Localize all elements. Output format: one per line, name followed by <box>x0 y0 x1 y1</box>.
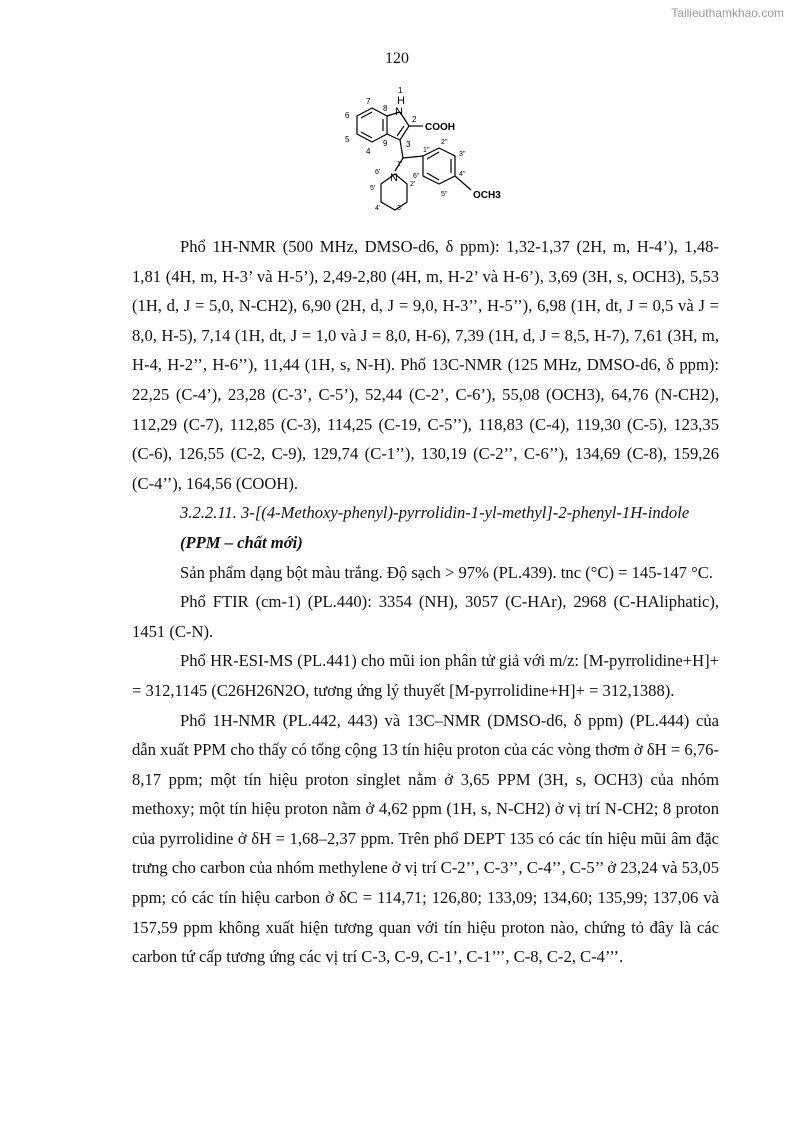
atom-label-8: 8 <box>383 104 388 113</box>
atom-label-7: 7 <box>366 97 371 106</box>
watermark: Tailieuthamkhao.com <box>671 6 784 20</box>
atom-label-2pp: 2'' <box>441 139 448 146</box>
atom-label-5pp: 5'' <box>441 191 448 198</box>
atom-label-2p: 2' <box>410 181 416 188</box>
document-body <box>132 232 719 972</box>
atom-label-9: 9 <box>383 139 388 148</box>
atom-label-4: 4 <box>366 147 371 156</box>
atom-label-1pp: 1'' <box>423 147 430 154</box>
atom-label-6: 6 <box>345 111 350 120</box>
atom-label-5p: 5' <box>370 185 376 192</box>
atom-label-2: 2 <box>412 115 417 124</box>
atom-label-n2: N <box>390 172 398 184</box>
nmr-analysis-paragraph: Phổ 1H-NMR (PL.442, 443) và 13C–NMR (DMSO-d6, δ ppm) (PL.444) của dẫn xuất PPM cho thấy có tổng cộng 13 tín hiệu proton của các vòng thơm ở δH = 6,76-8,17 ppm; một tín hiệu proton singlet nằm ở 3,65 PPM (3H, s, OCH3) của nhóm methoxy; một tín hiệu proton nằm ở 4,62 ppm (1H, s, N-CH2) ở vị trí N-CH2; 8 proton của pyrrolidine ở δH = 1,68–2,37 ppm. Trên phổ DEPT 135 có các tín hiệu mũi âm đặc trưng cho carbon của nhóm methylene ở vị trí C-2’’, C-3’’, C-4’’, C-5’’ ở 23,24 và 53,05 ppm; có các tín hiệu carbon ở δC = 114,71; 126,80; 133,09; 134,60; 135,99; 137,06 và 157,59 ppm không xuất hiện tương quan với tín hiệu proton nào, chứng tỏ đây là các carbon tứ cấp tương ứng các vị trí C-3, C-9, C-1’, C-1’’’, C-8, C-2, C-4’’’. <box>132 710 719 967</box>
atom-label-6pp: 6'' <box>413 173 420 180</box>
atom-label-3: 3 <box>406 140 411 149</box>
page-number: 120 <box>385 50 409 67</box>
product-paragraph: Sản phẩm dạng bột màu trắng. Độ sạch > 97% (PL.439). tnc (°C) = 145-147 °C. <box>180 562 713 582</box>
atom-label-4p: 4' <box>375 205 381 211</box>
section-heading-title: 3-[(4-Methoxy-phenyl)-pyrrolidin-1-yl-methyl]-2-phenyl-1H-indole <box>241 503 690 523</box>
section-heading-label: (PPM – chất mới) <box>180 532 303 552</box>
atom-label-3p: 3' <box>397 205 403 211</box>
atom-label-1: 1 <box>398 86 403 95</box>
atom-label-1p: 1' <box>397 161 403 168</box>
atom-label-3pp: 3'' <box>459 151 466 158</box>
chemical-structure <box>335 86 525 211</box>
atom-label-nh: H <box>397 95 405 107</box>
atom-label-och3: OCH3 <box>473 190 501 201</box>
nmr-data-paragraph: Phổ 1H-NMR (500 MHz, DMSO-d6, δ ppm): 1,32-1,37 (2H, m, H-4’), 1,48-1,81 (4H, m, H-3’ và H-5’), 2,49-2,80 (4H, m, H-2’ và H-6’), 3,69 (3H, s, OCH3), 5,53 (1H, d, J = 5,0, N-CH2), 6,90 (2H, d, J = 9,0, H-3’’, H-5’’), 6,98 (1H, dt, J = 0,5 và J = 8,0, H-5), 7,14 (1H, dt, J = 1,0 và J = 8,0, H-6), 7,39 (1H, d, J = 8,5, H-7), 7,61 (3H, m, H-4, H-2’’, H-6’’), 11,44 (1H, s, N-H). Phổ 13C-NMR (125 MHz, DMSO-d6, δ ppm): 22,25 (C-4’), 23,28 (C-3’, C-5’), 52,44 (C-2’, C-6’), 55,08 (OCH3), 64,76 (N-CH2), 112,29 (C-7), 112,85 (C-3), 114,25 (C-19, C-5’’), 118,83 (C-4), 119,30 (C-5), 123,35 (C-6), 126,55 (C-2, C-9), 129,74 (C-1’’), 130,19 (C-2’’, C-6’’), 134,69 (C-8), 159,26 (C-4’’), 164,56 (COOH). <box>132 237 719 493</box>
ms-paragraph: Phổ HR-ESI-MS (PL.441) cho mũi ion phân tử giả với m/z: [M-pyrrolidine+H]+ = 312,1145 (C26H26N2O, tương ứng lý thuyết [M-pyrrolidine+H]+ = 312,1388). <box>132 651 719 700</box>
atom-label-6p: 6' <box>375 169 381 176</box>
section-heading <box>132 498 719 528</box>
atom-label-5: 5 <box>345 135 350 144</box>
ftir-paragraph: Phổ FTIR (cm-1) (PL.440): 3354 (NH), 3057 (C-HAr), 2968 (C-HAliphatic), 1451 (C-N). <box>132 592 719 641</box>
atom-label-cooh: COOH <box>425 122 455 133</box>
atom-label-n1: N <box>395 106 403 118</box>
atom-label-4pp: 4'' <box>459 171 466 178</box>
section-heading-number: 3.2.2.11. <box>180 503 237 523</box>
